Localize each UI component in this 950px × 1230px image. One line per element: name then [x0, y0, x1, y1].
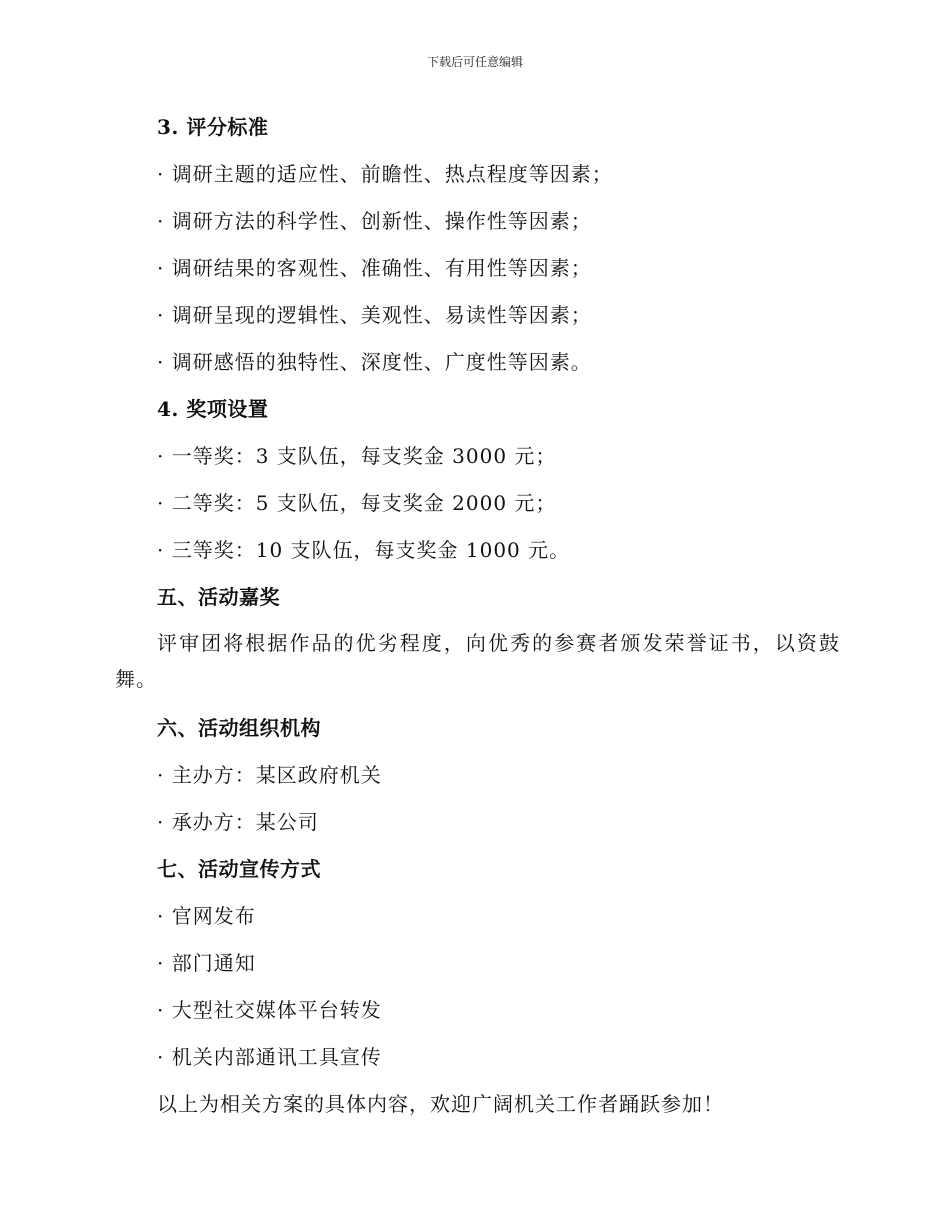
- section-4-item: · 二等奖：5 支队伍，每支奖金 2000 元；: [157, 490, 556, 516]
- section-3-item: · 调研呈现的逻辑性、美观性、易读性等因素；: [157, 302, 592, 328]
- section-4-title: 4. 奖项设置: [157, 397, 269, 421]
- section-six-title: 六、活动组织机构: [157, 716, 321, 740]
- section-six-item: · 主办方：某区政府机关: [157, 762, 382, 788]
- section-3-item: · 调研感悟的独特性、深度性、广度性等因素。: [157, 349, 592, 375]
- section-seven-item: · 官网发布: [157, 903, 256, 929]
- section-3-item: · 调研结果的客观性、准确性、有用性等因素；: [157, 255, 592, 281]
- section-six-item: · 承办方：某公司: [157, 809, 319, 835]
- section-3-item: · 调研方法的科学性、创新性、操作性等因素；: [157, 208, 592, 234]
- section-4-item: · 三等奖：10 支队伍，每支奖金 1000 元。: [157, 537, 570, 563]
- closing-paragraph: 以上为相关方案的具体内容，欢迎广阔机关工作者踊跃参加！: [157, 1092, 724, 1116]
- section-seven-item: · 部门通知: [157, 950, 256, 976]
- section-seven-title: 七、活动宣传方式: [157, 857, 321, 881]
- section-4-item: · 一等奖：3 支队伍，每支奖金 3000 元；: [157, 443, 556, 469]
- section-3-title: 3. 评分标准: [157, 115, 269, 139]
- section-five-paragraph: 评审团将根据作品的优劣程度，向优秀的参赛者颁发荣誉证书，以资鼓舞。: [115, 631, 840, 691]
- page-header-note: 下载后可任意编辑: [426, 55, 523, 69]
- section-3-item: · 调研主题的适应性、前瞻性、热点程度等因素；: [157, 161, 613, 187]
- section-five-title: 五、活动嘉奖: [157, 585, 280, 609]
- section-seven-item: · 大型社交媒体平台转发: [157, 997, 382, 1023]
- section-seven-item: · 机关内部通讯工具宣传: [157, 1044, 382, 1070]
